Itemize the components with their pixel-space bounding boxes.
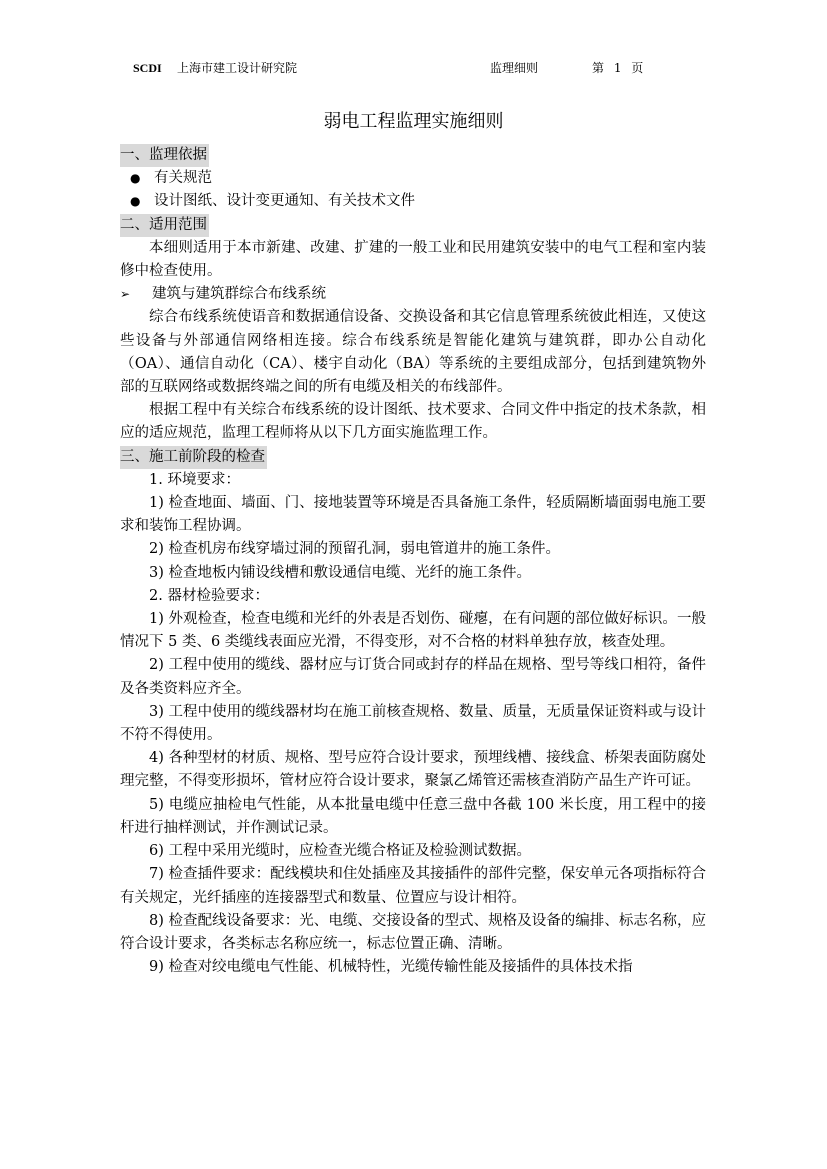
paragraph: 根据工程中有关综合布线系统的设计图纸、技术要求、合同文件中指定的技术条款，相应的适应规范，监理工程师将从以下几方面实施监理工作。 <box>120 402 706 442</box>
bullet-icon: ● <box>130 171 141 186</box>
list-item: 6) 工程中采用光缆时，应检查光缆合格证及检验测试数据。 <box>149 843 531 860</box>
list-item: 8) 检查配线设备要求：光、电缆、交接设备的型式、规格及设备的编排、标志名称，应符合设计要求，各类标志名称应统一，标志位置正确、清晰。 <box>120 912 706 952</box>
section-heading-2 <box>120 214 706 237</box>
paragraph: 本细则适用于本市新建、改建、扩建的一般工业和民用建筑安装中的电气工程和室内装修中检查使用。 <box>120 239 706 280</box>
header-page-number: 第 1 页 <box>592 61 647 75</box>
header-abbr: SCDI <box>133 61 162 75</box>
numbered-heading: 2. 器材检验要求： <box>149 587 269 604</box>
arrow-icon: ➢ <box>120 287 131 302</box>
list-item: 5) 电缆应抽检电气性能，从本批量电缆中任意三盘中各截 100 米长度，用工程中的接杆进行抽样测试，并作测试记录。 <box>120 796 706 836</box>
header-organization: 上海市建工设计研究院 <box>177 61 298 75</box>
list-item: 9) 检查对绞电缆电气性能、机械特性，光缆传输性能及接插件的具体技术指 <box>149 959 633 976</box>
document-title: 弱电工程监理实施细则 <box>323 111 504 132</box>
header-section: 监理细则 <box>490 61 539 75</box>
list-item <box>120 167 706 190</box>
list-item: 1) 外观检查，检查电缆和光纤的外表是否划伤、碰瘪，在有问题的部位做好标识。一般情况下 5 类、6 类缆线表面应光滑，不得变形，对不合格的材料单独存放，核查处理。 <box>120 611 706 651</box>
list-item: 7) 检查插件要求：配线模块和住处插座及其接插件的部件完整，保安单元各项指标符合有关规定，光纤插座的连接器型式和数量、位置应与设计相符。 <box>120 866 706 906</box>
section-heading-1-text: 一、监理依据 <box>120 144 209 167</box>
list-item: 2) 工程中使用的缆线、器材应与订货合同或封存的样品在规格、型号等线口相符，备件及各类资料应齐全。 <box>120 657 706 697</box>
section-heading-3 <box>120 446 706 469</box>
subheading <box>120 283 706 306</box>
subheading-text: 建筑与建筑群综合布线系统 <box>152 286 326 303</box>
list-item: 3) 工程中使用的缆线器材均在施工前核查规格、数量、质量，无质量保证资料或与设计不符不得使用。 <box>120 703 706 744</box>
bullet-icon: ● <box>130 194 141 209</box>
section-heading-2-text: 二、适用范围 <box>120 214 209 237</box>
paragraph: 综合布线系统使语音和数据通信设备、交换设备和其它信息管理系统彼此相连，又使这些设备与外部通信网络相连接。综合布线系统是智能化建筑与建筑群，即办公自动化（OA）、通信自动化（CA）、楼宇自动化（BA）等系统的主要组成部分，包括到建筑物外部的互联网络或数据终端之间的所有电缆及相关的布线部件。 <box>120 309 706 396</box>
list-item-text: 有关规范 <box>154 170 212 187</box>
list-item: 1) 检查地面、墙面、门、接地装置等环境是否具备施工条件，轻质隔断墙面弱电施工要求和装饰工程协调。 <box>120 495 706 535</box>
list-item: 3) 检查地板内铺设线槽和敷设通信电缆、光纤的施工条件。 <box>149 564 531 581</box>
document-body <box>120 144 706 979</box>
numbered-heading: 1. 环境要求： <box>149 471 240 488</box>
list-item: 2) 检查机房布线穿墙过洞的预留孔洞，弱电管道井的施工条件。 <box>149 541 560 558</box>
list-item-text: 设计图纸、设计变更通知、有关技术文件 <box>154 193 415 210</box>
list-item: 4) 各种型材的材质、规格、型号应符合设计要求，预埋线槽、接线盒、桥架表面防腐处理完整，不得变形损坏，管材应符合设计要求，聚氯乙烯管还需核查消防产品生产许可证。 <box>120 750 706 790</box>
section-heading-3-text: 三、施工前阶段的检查 <box>120 446 267 469</box>
section-heading-1 <box>120 144 706 167</box>
list-item <box>120 190 706 213</box>
